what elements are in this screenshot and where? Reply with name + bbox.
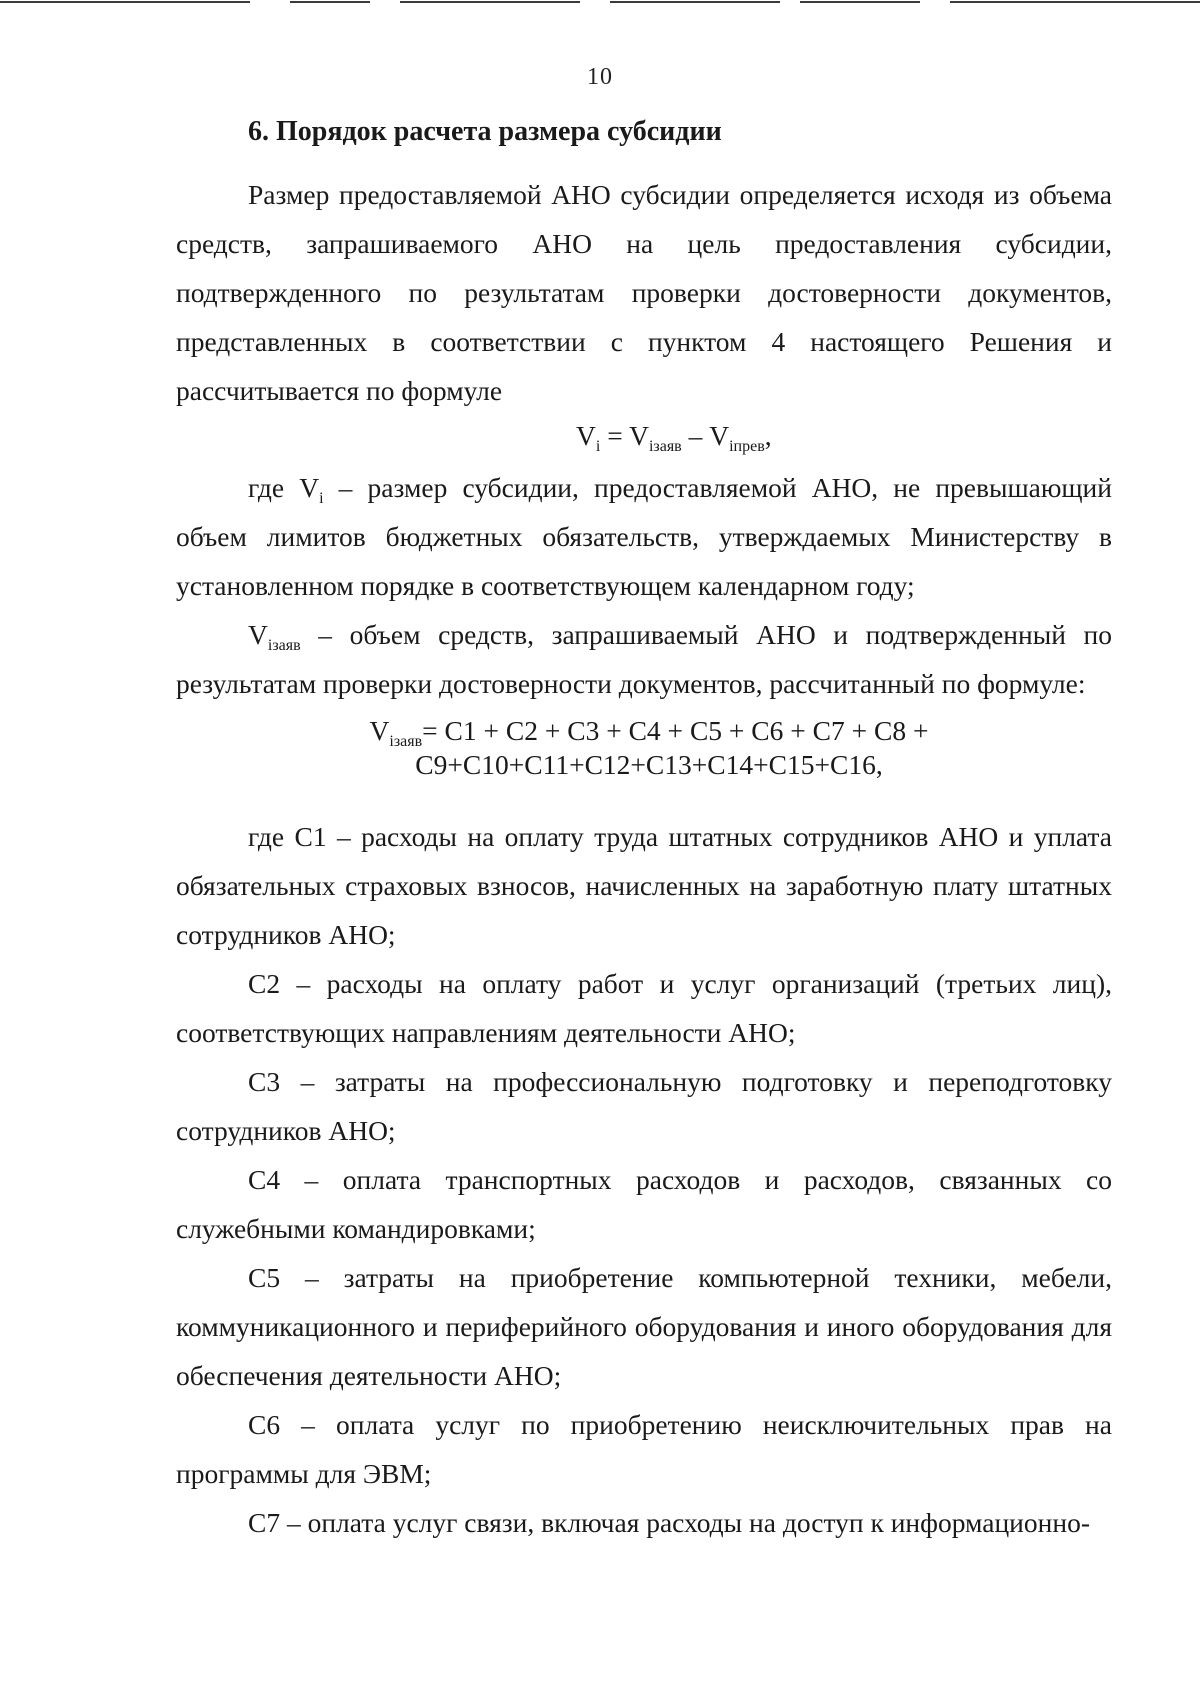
scan-top-edge [0, 0, 1200, 6]
formula-symbol: , [764, 420, 772, 451]
intro-paragraph: Размер предоставляемой АНО субсидии определяется исходя из объема средств, запрашиваемого АНО на цель предоставления субсидии, подтвержденного по результатам проверки достоверности документов, представленных в соответствии с пунктом 4 настоящего Решения и рассчитывается по формуле [176, 179, 1112, 406]
formula-subscript: iзаяв [648, 438, 682, 455]
definition-term: V [248, 619, 268, 650]
definition-text: – объем средств, запрашиваемый АНО и подтвержденный по результатам проверки достоверности документов, рассчитанный по формуле: [176, 619, 1112, 699]
formula-subscript: iпрев [729, 438, 765, 455]
formula-subscript: i [595, 438, 601, 455]
scan-line-segment [400, 1, 580, 3]
formula-requested-amount [176, 714, 1112, 782]
formula-symbol: V [576, 420, 596, 451]
cost-item-c2: С2 – расходы на оплату работ и услуг организаций (третьих лиц), соответствующих направлениям деятельности АНО; [176, 968, 1112, 1048]
cost-item-c4: С4 – оплата транспортных расходов и расходов, связанных со служебными командировками; [176, 1164, 1112, 1244]
definition-term: где V [248, 472, 320, 503]
formula-symbol: – V [681, 420, 730, 451]
formula-symbol: = V [600, 420, 649, 451]
scan-line-segment [950, 1, 1200, 3]
formula-terms: = С1 + С2 + С3 + С4 + С5 + С6 + С7 + С8 + [422, 715, 929, 746]
definition-text: – размер субсидии, предоставляемой АНО, не превышающий объем лимитов бюджетных обязательств, утверждаемых Министерству в установленном порядке в соответствующем календарном году; [176, 472, 1112, 601]
scan-line-segment [290, 1, 370, 3]
section-heading: 6. Порядок расчета размера субсидии [248, 116, 722, 147]
scan-line-segment [610, 1, 780, 3]
cost-item-c3: С3 – затраты на профессиональную подготовку и переподготовку сотрудников АНО; [176, 1066, 1112, 1146]
cost-item-c5: С5 – затраты на приобретение компьютерной техники, мебели, коммуникационного и периферийного оборудования и иного оборудования для обеспечения деятельности АНО; [176, 1262, 1112, 1391]
formula-subsidy [176, 413, 1112, 459]
formula-line-2: С9+С10+С11+С12+С13+С14+С15+С16, [415, 749, 883, 780]
definition-subscript: i [319, 490, 324, 507]
cost-item-c1: где С1 – расходы на оплату труда штатных сотрудников АНО и уплата обязательных страховых взносов, начисленных на заработную плату штатных сотрудников АНО; [176, 821, 1112, 950]
definition-vi [176, 463, 1112, 610]
cost-item-c7: С7 – оплата услуг связи, включая расходы на доступ к информационно- [248, 1507, 1090, 1538]
definition-subscript: iзаяв [267, 637, 301, 654]
scan-line-segment [0, 1, 250, 3]
document-body [176, 112, 1112, 1547]
cost-item-c6: С6 – оплата услуг по приобретению неисключительных прав на программы для ЭВМ; [176, 1409, 1112, 1489]
formula-subscript: iзаяв [389, 733, 423, 750]
formula-line-1 [186, 714, 1112, 748]
page-number: 10 [587, 64, 613, 90]
definition-vizayav [176, 610, 1112, 708]
scan-line-segment [800, 1, 920, 3]
formula-symbol: V [369, 715, 390, 746]
